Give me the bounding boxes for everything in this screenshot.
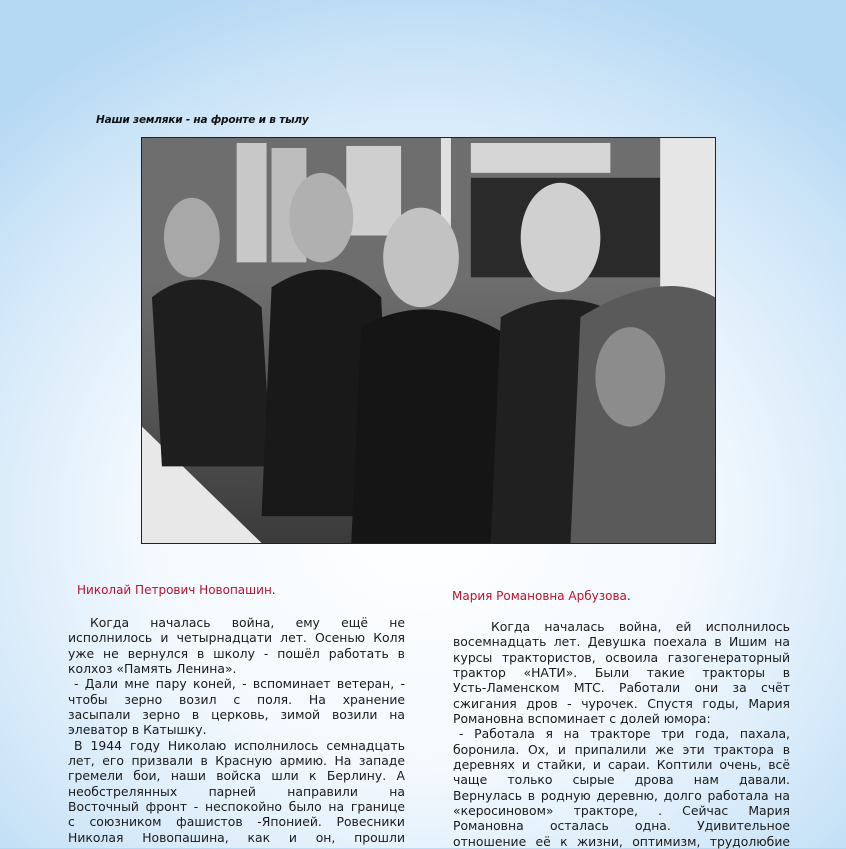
text-line: - Работала я на тракторе три года, пахала,	[459, 726, 790, 742]
right-person-name	[452, 589, 631, 603]
name-dot: .	[626, 589, 631, 603]
text-line: засыпали зерно в церковь, зимой возили на	[68, 707, 405, 723]
text-line: «керосиновом» тракторе, . Сейчас Мария	[453, 803, 790, 819]
text-line: чтобы зерно возил с поля. На хранение	[68, 691, 405, 707]
text-line: восемнадцать лет. Девушка поехала в Ишим на	[453, 634, 790, 650]
text-line: Когда началась война, ему ещё не	[90, 615, 405, 630]
text-line: курсы трактористов, освоила газогенераторный	[453, 649, 790, 665]
text-line: уже не вернулся в школу - пошёл работать в	[68, 645, 405, 661]
text-line: Когда началась война, ей исполнилось	[491, 619, 790, 634]
text-line: с союзником фашистов -Японией. Ровесники	[68, 814, 405, 830]
page-title: Наши земляки - на фронте и в тылу	[96, 114, 309, 126]
text-line: деревнях и стайки, и сараи. Коптили очень, всё	[453, 757, 790, 773]
text-line: Николая Новопашина, как и он, прошли	[68, 829, 405, 845]
text-line: колхоз «Память Ленина».	[68, 661, 237, 677]
text-line: В 1944 году Николаю исполнилось семнадцать	[74, 737, 405, 753]
text-line: лет, его призвали в Красную армию. На западе	[68, 753, 405, 769]
text-line: Романовна осталась одна. Удивительное	[453, 818, 790, 834]
text-line: сжигания дров - чурочек. Спустя годы, Мария	[453, 695, 790, 711]
right-column-text	[453, 619, 790, 849]
text-line: Вернулась в родную деревню, долго работала на	[453, 787, 790, 803]
name-dot: .	[271, 583, 276, 597]
text-line: отношение её к жизни, оптимизм, трудолюбие	[453, 833, 790, 849]
text-line: элеватор в Катышку.	[68, 722, 207, 738]
text-line: боронила. Ох, и припалили же эти трактора в	[453, 741, 790, 757]
left-column-text	[68, 615, 405, 845]
name-text: Николай Петрович Новопашин	[77, 583, 272, 597]
text-line: Усть-Ламенском МТС. Работали они за счёт	[453, 680, 790, 696]
text-line: Восточный фронт - неспокойно было на границе	[68, 799, 405, 815]
text-line: чаще только сырые дрова нам давали.	[453, 772, 790, 788]
text-line: Романовна вспоминает с долей юмора:	[453, 711, 711, 727]
photo-image	[142, 138, 715, 543]
veterans-photo	[141, 137, 716, 544]
text-line: необстрелянных парней направили на	[68, 783, 405, 799]
name-text: Мария Романовна Арбузова	[452, 589, 627, 603]
text-line: исполнилось и четырнадцати лет. Осенью Коля	[68, 630, 405, 646]
text-line: - Дали мне пару коней, - вспоминает ветеран, -	[74, 676, 405, 692]
text-line: гремели бои, наши войска шли к Берлину. А	[68, 768, 405, 784]
text-line: трактор «НАТИ». Были такие тракторы в	[453, 665, 790, 681]
left-person-name	[77, 583, 276, 597]
